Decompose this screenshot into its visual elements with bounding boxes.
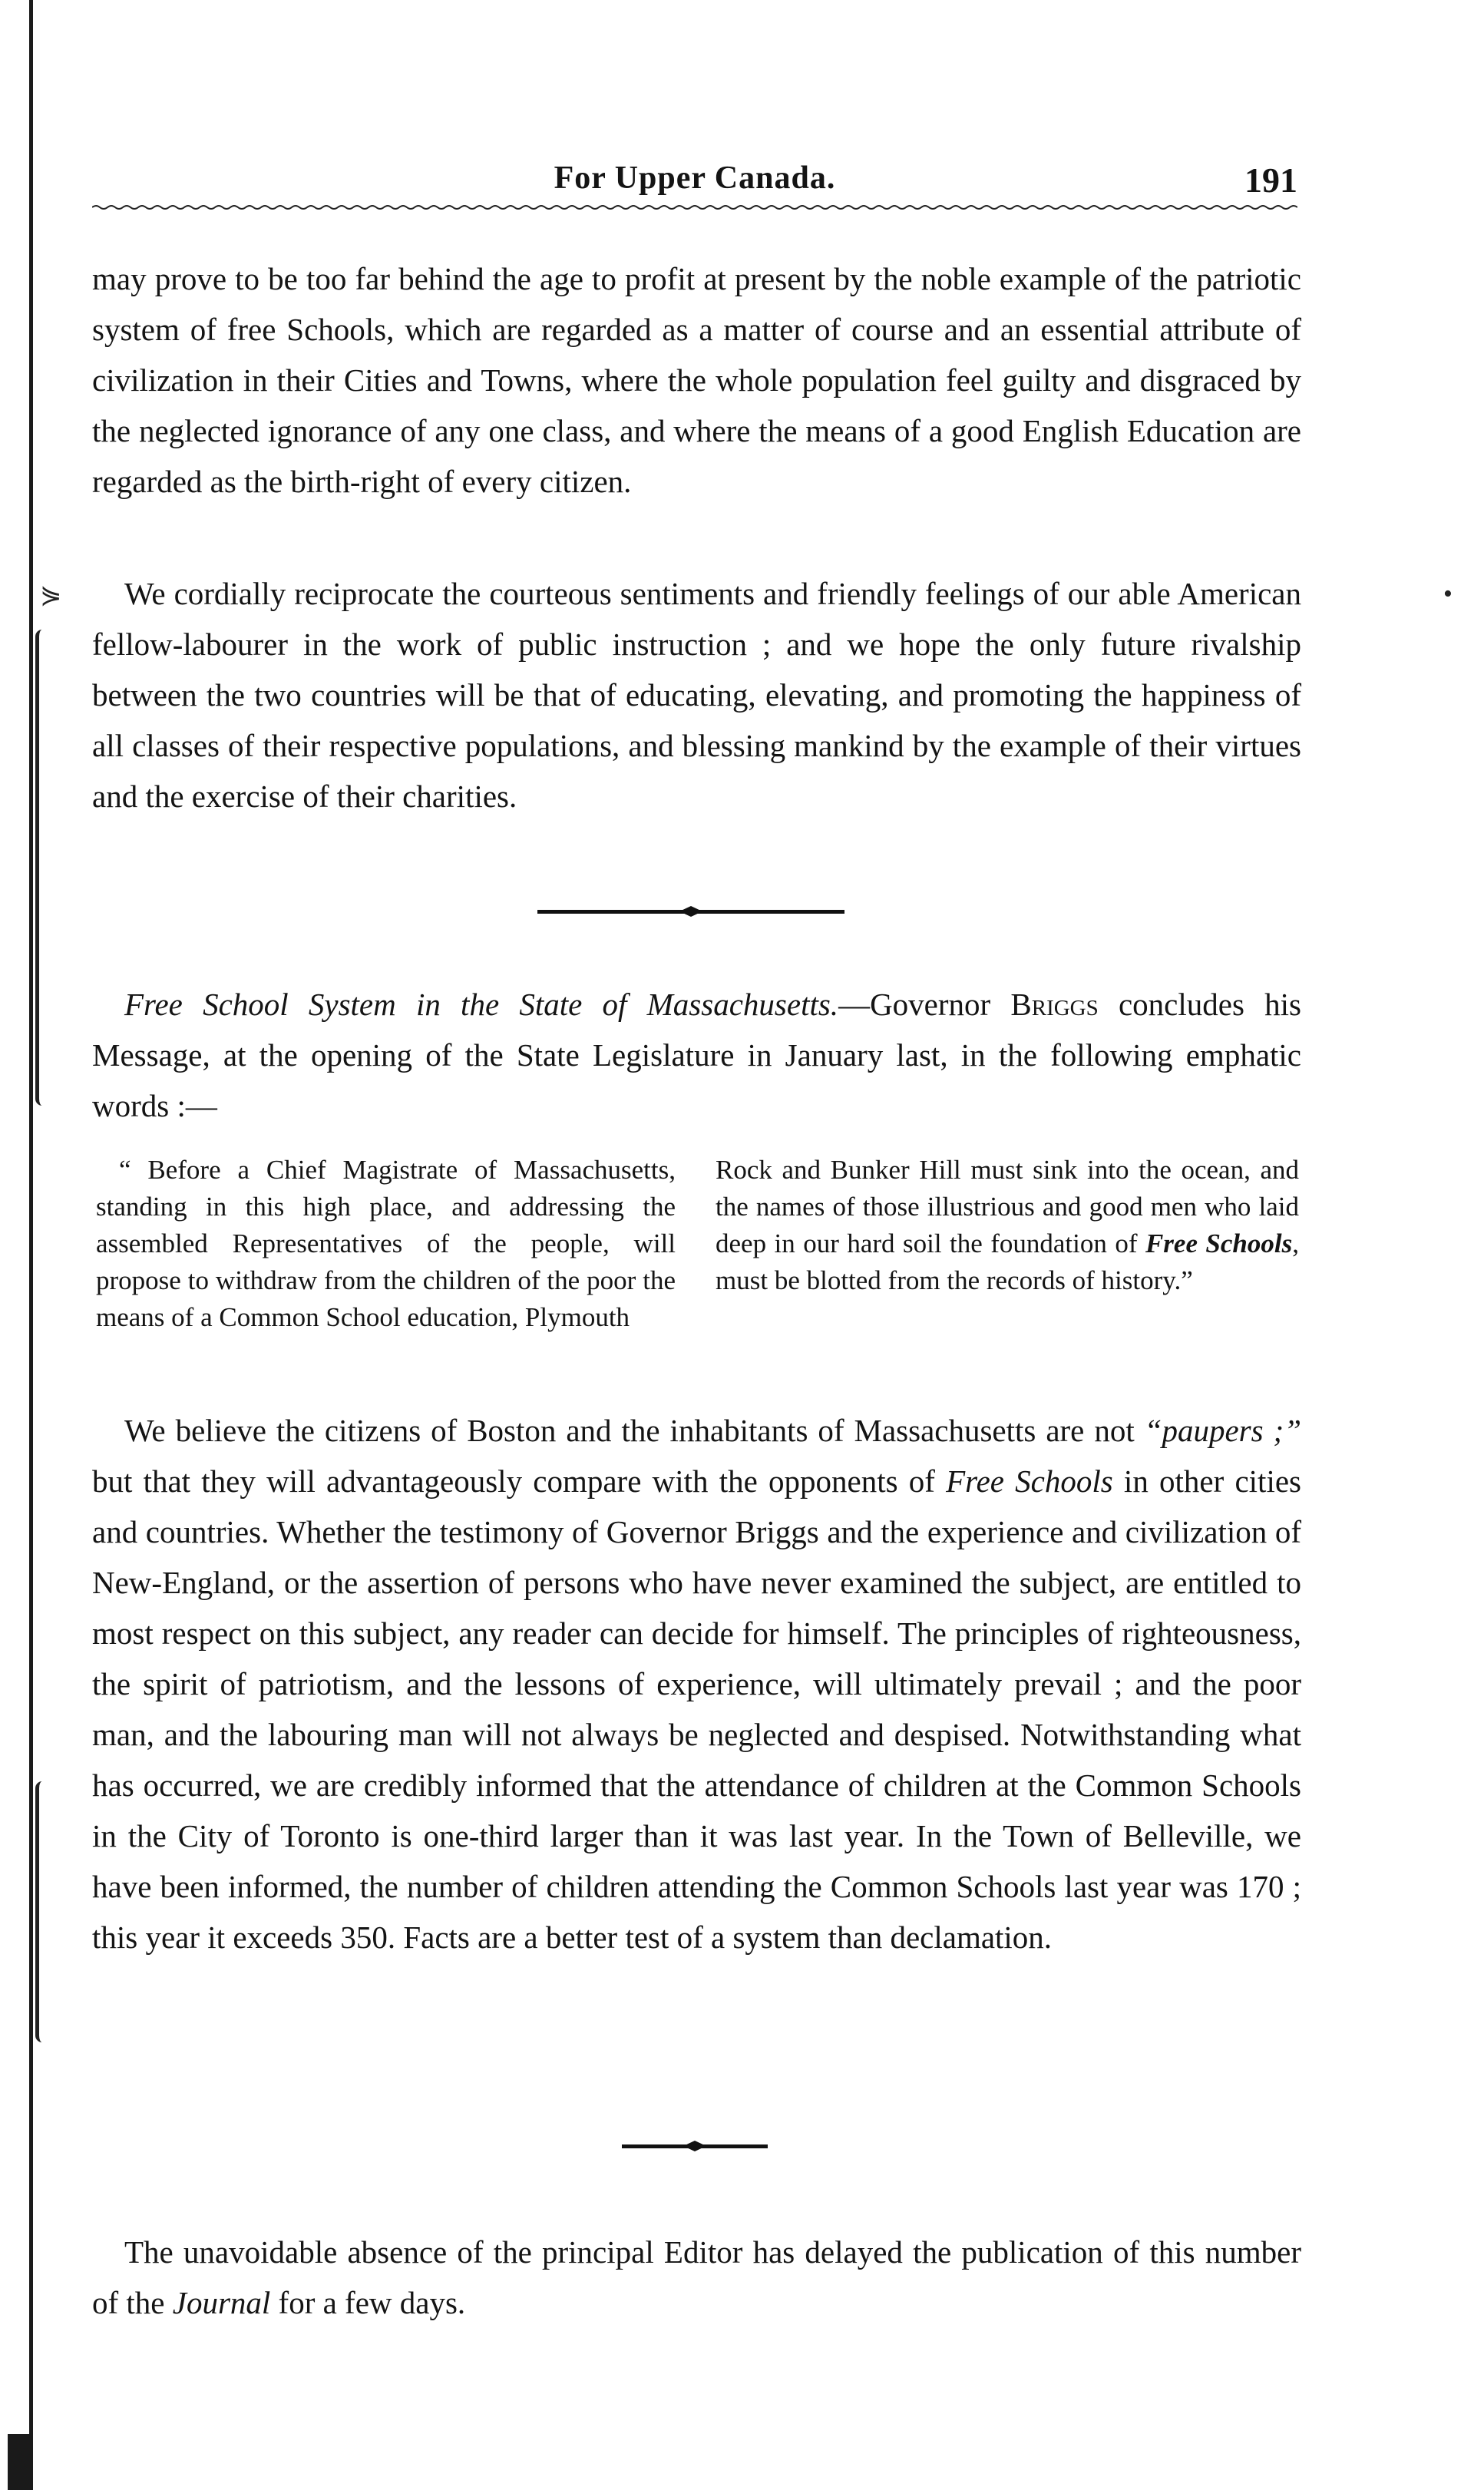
- page-number: 191: [1244, 160, 1297, 200]
- running-title: For Upper Canada.: [554, 160, 836, 196]
- paragraph-massachusetts: [92, 979, 1301, 1131]
- paragraph-text: —Governor: [838, 987, 1011, 1022]
- paragraph-continuation: [92, 253, 1301, 507]
- quote-text: “ Before a Chief Magistrate of Massachusetts, standing in this high place, and addressing the assembled Representatives of the people, will propose to withdraw from the children of the poor the means of a Common School education, Plymouth: [96, 1155, 676, 1332]
- journal-title: Journal: [172, 2285, 271, 2320]
- quote-text: Rock and Bunker Hill must sink into the ocean, and the names of those illustrious and good men who laid deep in our hard soil the foundation of: [716, 1155, 1299, 1258]
- paragraph-reciprocate: [92, 568, 1301, 822]
- margin-bracket: [35, 630, 42, 1106]
- paragraph-text: We believe the citizens of Boston and the inhabitants of Massachusetts are not: [124, 1413, 1145, 1448]
- paragraph-text: concludes his Message, at the opening of the State Legislature in January last, in the following emphatic words :—: [92, 987, 1301, 1123]
- paragraph-editor-notice: [92, 2227, 1301, 2328]
- section-divider-ornament: [537, 906, 844, 917]
- margin-bracket: [35, 1781, 42, 2042]
- paragraph-emphasis: “paupers ;”: [1144, 1413, 1301, 1448]
- paragraph-text: but that they will advantageously compare with the opponents of: [92, 1463, 947, 1499]
- paragraph-text: may prove to be too far behind the age to profit at present by the noble example of the patriotic system of free Schools, which are regarded as a matter of course and an essential attribute of civilization in their Cities and Towns, where the whole population feel guilty and disgraced by the neglected ignorance of any one class, and where the means of a good English Education are regarded as the birth-right of every citizen.: [92, 261, 1301, 499]
- page-binding-corner: [8, 2434, 31, 2490]
- margin-mark: ⋟: [40, 581, 62, 610]
- paragraph-text: The unavoidable absence of the principal Editor has delayed the publication of this number of the: [92, 2234, 1301, 2320]
- paragraph-text: for a few days.: [270, 2285, 466, 2320]
- page-binding-edge: [29, 0, 33, 2490]
- section-title: Free School System in the State of Massachusetts.: [124, 987, 839, 1022]
- wavy-rule: [92, 204, 1297, 210]
- page-header: [92, 154, 1297, 207]
- quote-emphasis: Free Schools: [1145, 1228, 1293, 1258]
- margin-mark: •: [1443, 580, 1453, 608]
- paragraph-boston: [92, 1405, 1301, 1963]
- quote-column-right: [716, 1152, 1299, 1299]
- quote-text: , must be blotted from the records of history.”: [716, 1228, 1299, 1295]
- paragraph-emphasis: Free Schools: [946, 1463, 1113, 1499]
- section-divider-ornament: [622, 2141, 768, 2151]
- paragraph-text: We cordially reciprocate the courteous sentiments and friendly feelings of our able American fellow-labourer in the work of public instruction ; and we hope the only future rivalship between the two countries will be that of educating, elevating, and promoting the happiness of all classes of their respective populations, and blessing mankind by the example of their virtues and the exercise of their charities.: [92, 576, 1301, 814]
- governor-name: Briggs: [1010, 987, 1099, 1022]
- paragraph-text: in other cities and countries. Whether the testimony of Governor Briggs and the experience and civilization of New-England, or the assertion of persons who have never examined the subject, are entitled to most respect on this subject, any reader can decide for himself. The principles of righteousness, the spirit of patriotism, and the lessons of experience, will ultimately prevail ; and the poor man, and the labouring man will not always be neglected and despised. Notwithstanding what has occurred, we are credibly informed that the attendance of children at the Common Schools in the City of Toronto is one-third larger than it was last year. In the Town of Belleville, we have been informed, the number of children attending the Common Schools last year was 170 ; this year it exceeds 350. Facts are a better test of a system than declamation.: [92, 1463, 1301, 1955]
- quote-column-left: [96, 1152, 676, 1336]
